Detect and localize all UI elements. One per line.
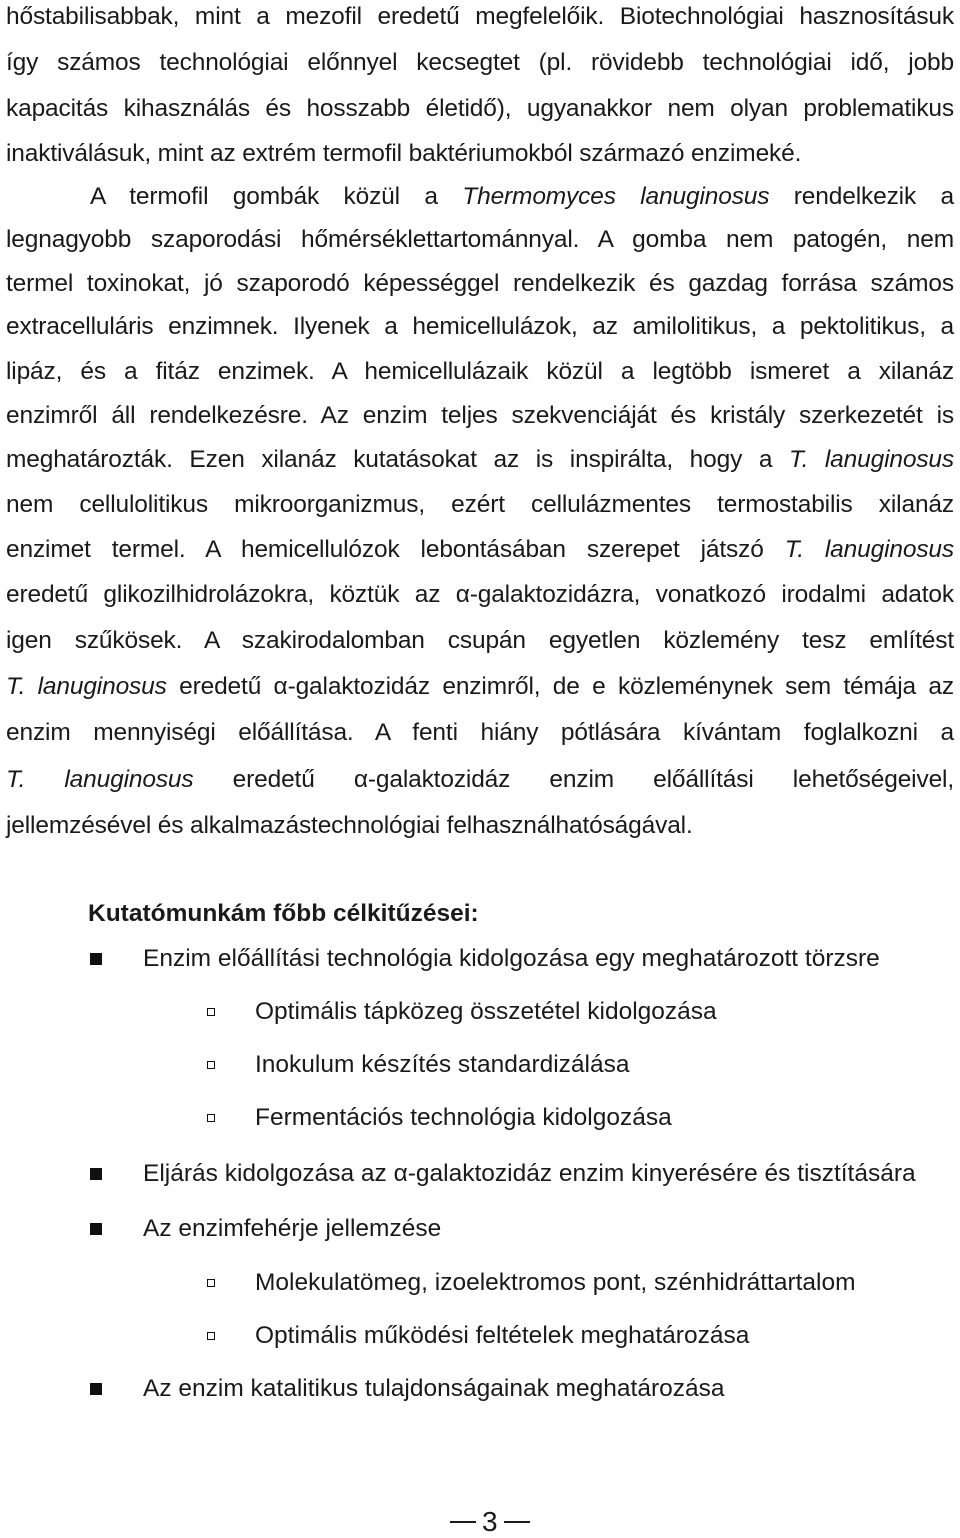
- page-number-dash-left: [450, 1521, 476, 1523]
- objective-text: Optimális tápközeg összetétel kidolgozása: [255, 998, 717, 1025]
- objective-text: Molekulatömeg, izoelektromos pont, szénhidráttartalom: [255, 1269, 856, 1296]
- paragraph-line: [6, 672, 954, 702]
- paragraph-line: [6, 535, 954, 565]
- paragraph-text: extracelluláris enzimnek. Ilyenek a hemicellulázok, az amilolitikus, a pektolitikus, a: [6, 313, 954, 340]
- paragraph-line: [6, 580, 954, 610]
- paragraph-text: enzimről áll rendelkezésre. Az enzim teljes szekvenciáját és kristály szerkezetét is: [6, 402, 954, 429]
- paragraph-text: termel toxinokat, jó szaporodó képességgel rendelkezik és gazdag forrása számos: [6, 270, 954, 297]
- paragraph-text: rendelkezik a: [769, 183, 954, 210]
- paragraph-line: [6, 225, 954, 255]
- paragraph-line: [6, 811, 954, 841]
- paragraph-line: [6, 2, 954, 32]
- paragraph-text: eredetű α-galaktozidáz enzimről, de e közleménynek sem témája az: [166, 673, 954, 700]
- paragraph-text: igen szűkösek. A szakirodalomban csupán egyetlen közlemény tesz említést: [6, 627, 954, 654]
- paragraph-line: [6, 269, 954, 299]
- page-number-dash-right: [504, 1521, 530, 1523]
- objectives-heading: Kutatómunkám főbb célkitűzései:: [88, 900, 479, 927]
- paragraph-text: eredetű glikozilhidrolázokra, köztük az α-galaktozidázra, vonatkozó irodalmi adatok: [6, 581, 954, 608]
- paragraph-line: [6, 626, 954, 656]
- paragraph-text: jellemzésével és alkalmazástechnológiai felhasználhatóságával.: [6, 812, 693, 839]
- paragraph-line: [6, 445, 954, 475]
- paragraph-line: [6, 48, 954, 78]
- objective-subitem: [200, 1103, 672, 1133]
- paragraph-line: [6, 401, 954, 431]
- objective-subitem: [200, 997, 717, 1027]
- paragraph-text: hőstabilisabbak, mint a mezofil eredetű megfelelőik. Biotechnológiai hasznosításuk: [6, 3, 954, 30]
- paragraph-text: legnagyobb szaporodási hőmérséklettartománnyal. A gomba nem patogén, nem: [6, 226, 954, 253]
- paragraph-line: [6, 357, 954, 387]
- hollow-square-bullet-icon: [207, 1114, 215, 1122]
- square-bullet-icon: [90, 1223, 102, 1235]
- hollow-square-bullet-icon: [207, 1061, 215, 1069]
- paragraph-text: enzim mennyiségi előállítása. A fenti hiány pótlására kívántam foglalkozni a: [6, 719, 954, 746]
- objective-subitem: [200, 1268, 856, 1298]
- objective-text: Az enzimfehérje jellemzése: [143, 1215, 442, 1242]
- italic-species-name: Thermomyces lanuginosus: [462, 183, 770, 210]
- paragraph-text: kapacitás kihasználás és hosszabb életidő), ugyanakkor nem olyan problematikus: [6, 95, 954, 122]
- italic-species-name: T. lanuginosus: [784, 536, 955, 563]
- paragraph-text: enzimet termel. A hemicellulózok lebontásában szerepet játszó: [6, 536, 785, 563]
- page-number-value: 3: [482, 1506, 498, 1537]
- paragraph-line: [6, 490, 954, 520]
- hollow-square-bullet-icon: [207, 1279, 215, 1287]
- objective-text: Inokulum készítés standardizálása: [255, 1051, 630, 1078]
- page-number: [444, 1506, 536, 1538]
- paragraph-text: így számos technológiai előnnyel kecsegtet (pl. rövidebb technológiai idő, jobb: [6, 49, 954, 76]
- paragraph-line: [6, 312, 954, 342]
- paragraph-text: A termofil gombák közül a: [90, 183, 463, 210]
- paragraph-text: eredetű α-galaktozidáz enzim előállítási lehetőségeivel,: [193, 766, 955, 793]
- paragraph-text: nem cellulolitikus mikroorganizmus, ezért cellulázmentes termostabilis xilanáz: [6, 491, 954, 518]
- hollow-square-bullet-icon: [207, 1332, 215, 1340]
- objective-subitem: [200, 1050, 630, 1080]
- objective-subitem: [200, 1321, 750, 1351]
- objective-item: [88, 1214, 442, 1244]
- italic-species-name: T. lanuginosus: [6, 673, 167, 700]
- objective-text: Eljárás kidolgozása az α-galaktozidáz enzim kinyerésére és tisztítására: [143, 1160, 916, 1187]
- paragraph-line: [6, 718, 954, 748]
- square-bullet-icon: [90, 1168, 102, 1180]
- paragraph-text: meghatározták. Ezen xilanáz kutatásokat az is inspirálta, hogy a: [6, 446, 789, 473]
- objective-text: Optimális működési feltételek meghatározása: [255, 1322, 750, 1349]
- paragraph-text: lipáz, és a fitáz enzimek. A hemicellulázaik közül a legtöbb ismeret a xilanáz: [6, 358, 954, 385]
- paragraph-line: [90, 182, 954, 212]
- paragraph-line: [6, 94, 954, 124]
- objective-item: [88, 1374, 725, 1404]
- objective-text: Az enzim katalitikus tulajdonságainak meghatározása: [143, 1375, 725, 1402]
- italic-species-name: T. lanuginosus: [6, 766, 194, 793]
- paragraph-line: [6, 139, 954, 169]
- hollow-square-bullet-icon: [207, 1008, 215, 1016]
- objective-text: Fermentációs technológia kidolgozása: [255, 1104, 672, 1131]
- paragraph-text: inaktiválásuk, mint az extrém termofil baktériumokból származó enzimeké.: [6, 140, 802, 167]
- objective-text: Enzim előállítási technológia kidolgozása egy meghatározott törzsre: [143, 945, 880, 972]
- objective-item: [88, 1159, 916, 1189]
- square-bullet-icon: [90, 953, 102, 965]
- italic-species-name: T. lanuginosus: [789, 446, 954, 473]
- paragraph-line: [6, 765, 954, 795]
- objective-item: [88, 944, 880, 974]
- square-bullet-icon: [90, 1383, 102, 1395]
